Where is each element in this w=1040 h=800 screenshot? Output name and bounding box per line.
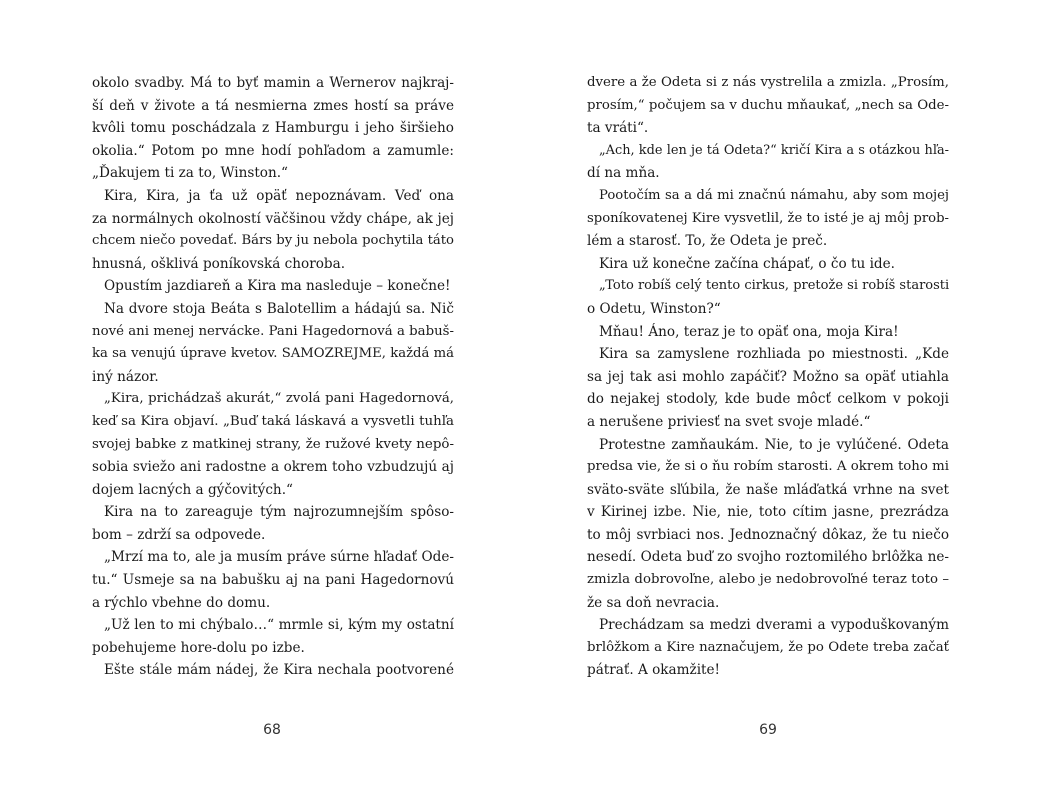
text-line: prosím,“ počujem sa v duchu mňaukať, „nech sa Ode- [587, 97, 949, 113]
text-line: sväto-sväte sľúbila, že naše mláďatká vrhne na svet [587, 481, 949, 498]
text-line: „Mrzí ma to, ale ja musím práve súrne hľadať Ode- [104, 549, 454, 566]
right-page-number: 69 [759, 722, 777, 738]
text-line: Na dvore stoja Beáta s Balotellim a hádajú sa. Nič [104, 300, 454, 317]
text-line: chcem niečo povedať. Bárs by ju nebola pochytila táto [92, 233, 454, 249]
text-line: do nejakej stodoly, kde bude môcť celkom v pokoji [587, 391, 949, 408]
text-line: to môj svrbiaci nos. Jednoznačný dôkaz, že tu niečo [587, 526, 949, 543]
text-line: dvere a že Odeta si z nás vystrelila a zmizla. „Prosím, [587, 75, 949, 90]
text-line: sponíkovatenej Kire vysvetlil, že to isté je aj môj prob- [587, 210, 949, 226]
text-line: o Odetu, Winston?“ [587, 300, 721, 317]
text-line: Kira sa zamyslene rozhliada po miestnosti. „Kde [599, 346, 949, 363]
text-line: nesedí. Odeta buď zo svojho roztomilého brlôžka ne- [587, 549, 949, 566]
text-line: ka sa venujú úprave kvetov. SAMOZREJME, každá má [92, 346, 454, 362]
text-line: ší deň v živote a tá nesmierna zmes hostí sa práve [92, 97, 454, 114]
left-page-text [92, 72, 454, 682]
text-line: pobehujeme hore-dolu po izbe. [92, 639, 305, 656]
text-line: kvôli tomu poschádzala z Hamburgu i jeho širšieho [92, 120, 454, 137]
left-page-number: 68 [263, 722, 281, 738]
right-page-text [587, 72, 949, 682]
right-page [587, 72, 949, 682]
text-line: ta vráti“. [587, 120, 649, 137]
text-line: „Kira, prichádzaš akurát,“ zvolá pani Hagedornová, [104, 391, 454, 407]
text-line: Protestne zamňaukám. Nie, to je vylúčené. Odeta [599, 436, 949, 453]
text-line: že sa doň nevracia. [587, 594, 720, 611]
text-line: Kira na to zareaguje tým najrozumnejším spôso- [104, 504, 454, 521]
text-line: a nerušene priviesť na svet svoje mladé.“ [587, 413, 871, 430]
text-line: Opustím jazdiareň a Kira ma nasleduje – konečne! [104, 278, 451, 295]
text-line: pátrať. A okamžite! [587, 662, 721, 679]
left-page [92, 72, 454, 682]
text-line: „Ďakujem ti za to, Winston.“ [92, 165, 289, 182]
text-line: v Kirinej izbe. Nie, nie, toto cítim jasne, prezrádza [587, 504, 949, 521]
text-line: Mňau! Áno, teraz je to opäť ona, moja Kira! [599, 323, 899, 340]
text-line: lém a starosť. To, že Odeta je preč. [587, 233, 828, 250]
text-line: „Už len to mi chýbalo…“ mrmle si, kým my ostatní [104, 617, 454, 634]
text-line: za normálnych okolností väčšinou vždy chápe, ak jej [92, 210, 454, 227]
text-line: nové ani menej nervácke. Pani Hagedornová a babuš- [92, 323, 454, 339]
text-line: Ešte stále mám nádej, že Kira nechala pootvorené [104, 662, 454, 679]
text-line: Kira, Kira, ja ťa už opäť nepoznávam. Veď ona [104, 187, 454, 204]
text-line: dojem lacných a gýčovitých.“ [92, 481, 293, 498]
text-line: sobia sviežo ani radostne a okrem toho vzbudzujú aj [92, 459, 454, 476]
text-line: tu.“ Usmeje sa na babušku aj na pani Hagedornovú [92, 572, 454, 589]
text-line: dí na mňa. [587, 165, 660, 182]
text-line: iný názor. [92, 368, 159, 385]
text-line: okolo svadby. Má to byť mamin a Wernerov najkraj- [92, 75, 454, 91]
text-line: Prechádzam sa medzi dverami a vypoduškovaným [599, 617, 949, 634]
text-line: Pootočím sa a dá mi značnú námahu, aby som mojej [599, 187, 949, 203]
text-line: svojej babke z matkinej strany, že ružové kvety nepô- [92, 436, 454, 452]
text-line: Kira už konečne začína chápať, o čo tu ide. [599, 255, 895, 272]
text-line: a rýchlo vbehne do domu. [92, 594, 271, 611]
text-line: „Ach, kde len je tá Odeta?“ kričí Kira a s otázkou hľa- [599, 142, 949, 158]
text-line: keď sa Kira objaví. „Buď taká láskavá a vysvetli tuhľa [92, 413, 454, 429]
text-line: brlôžkom a Kire naznačujem, že po Odete treba začať [587, 639, 949, 655]
text-line: bom – zdrží sa odpovede. [92, 526, 266, 543]
text-line: okolia.“ Potom po mne hodí pohľadom a zamumle: [92, 142, 454, 159]
text-line: hnusná, ošklivá poníkovská choroba. [92, 255, 346, 272]
text-line: sa jej tak asi mohlo zapáčiť? Možno sa opäť utiahla [587, 368, 949, 385]
text-line: „Toto robíš celý tento cirkus, pretože si robíš starosti [599, 278, 949, 294]
text-line: zmizla dobrovoľne, alebo je nedobrovoľné teraz toto – [587, 572, 949, 588]
text-line: predsa vie, že si o ňu robím starosti. A okrem toho mi [587, 459, 949, 475]
